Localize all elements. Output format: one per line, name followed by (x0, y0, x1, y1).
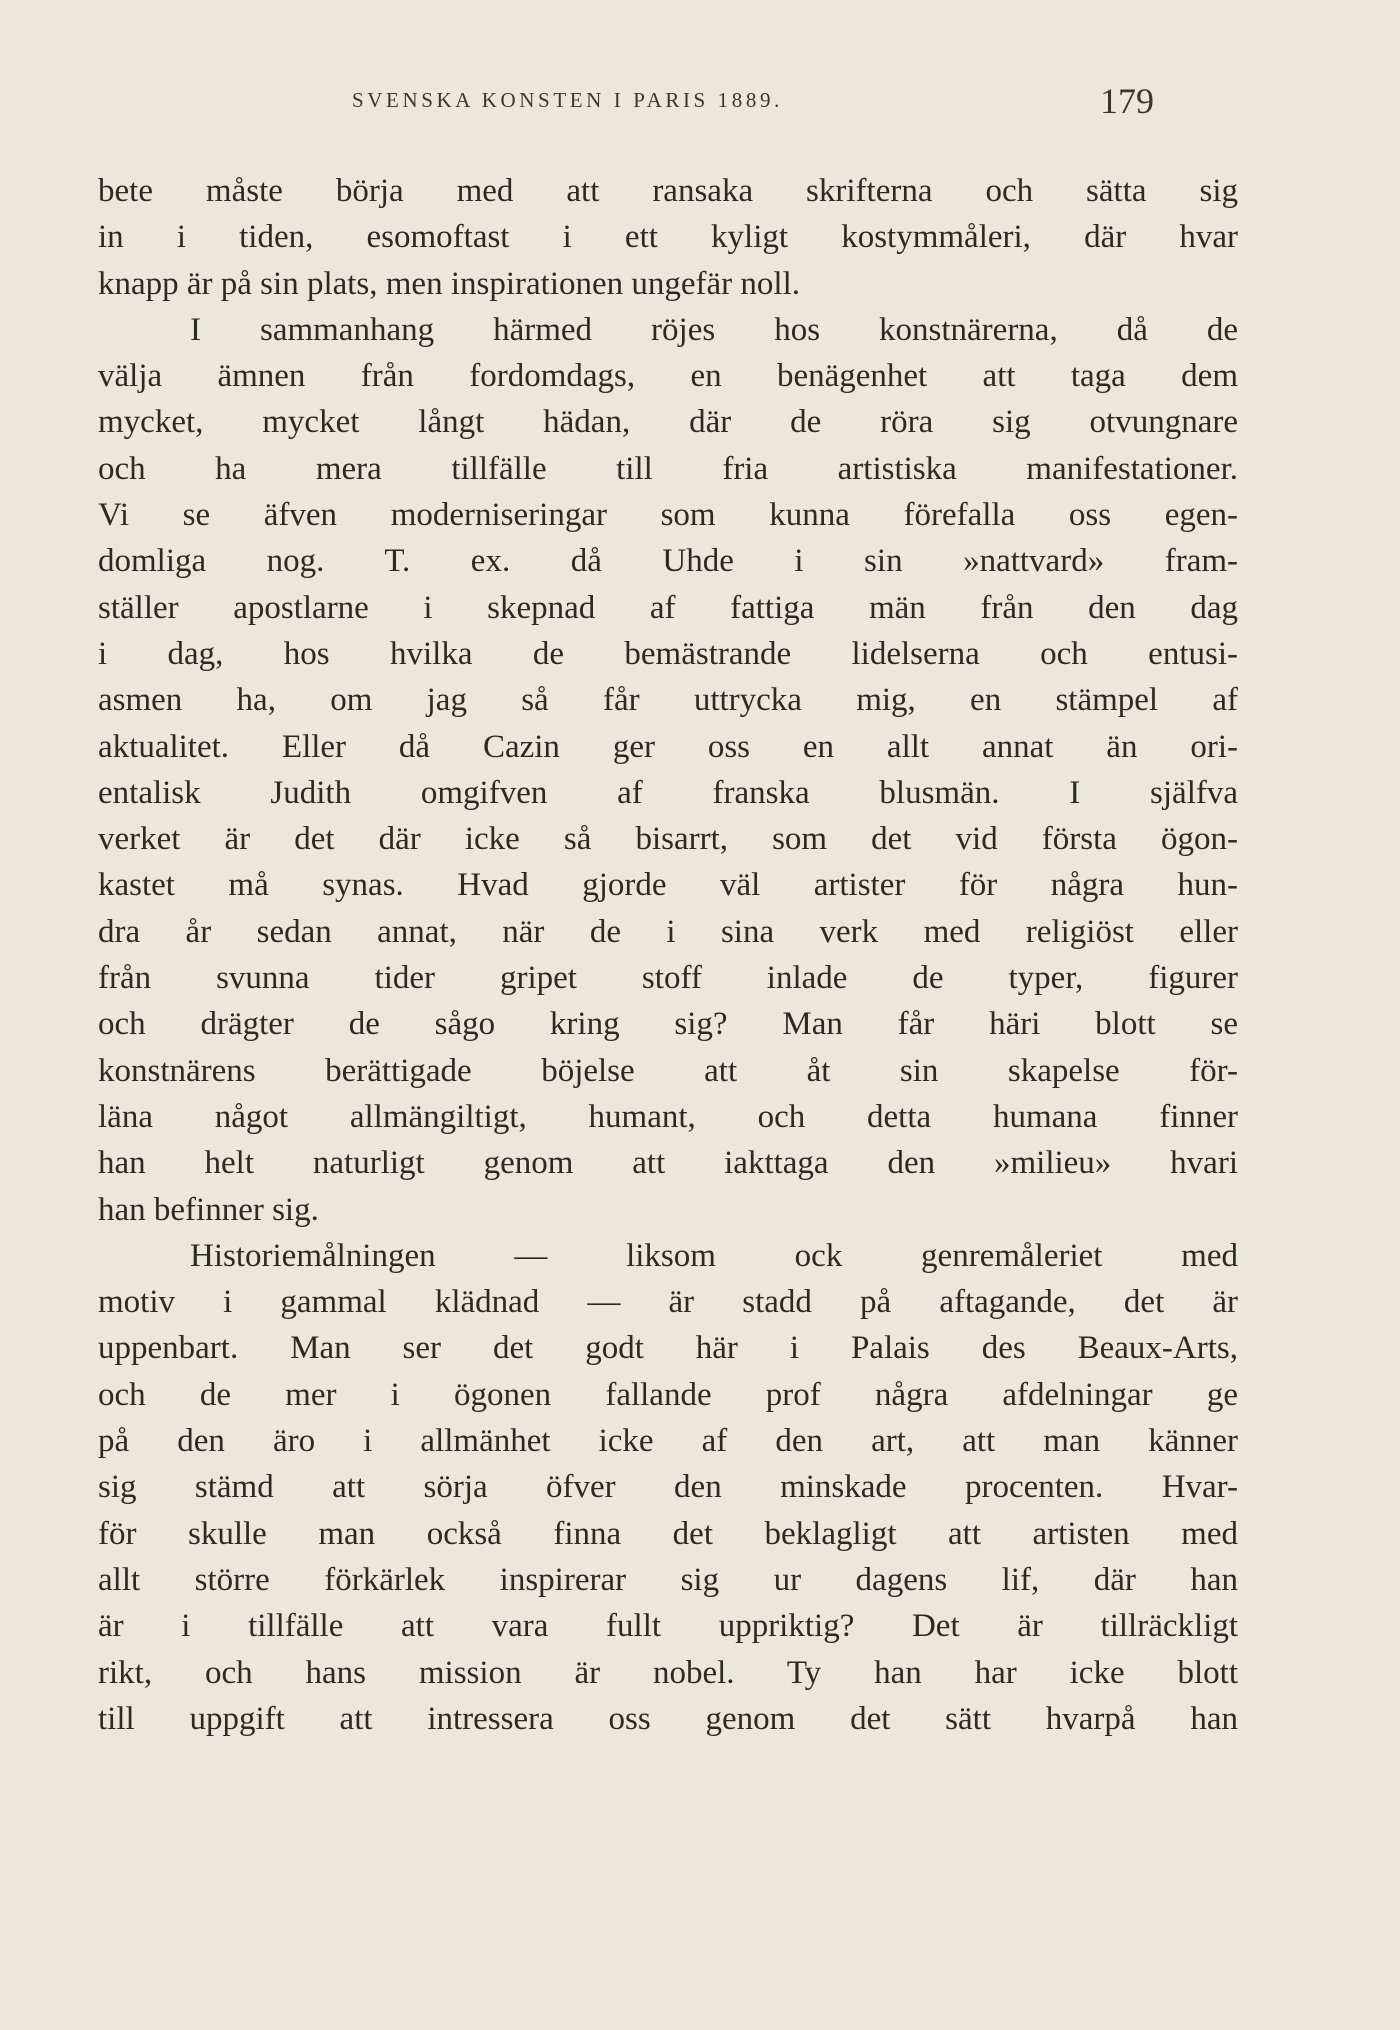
text-line: från svunna tider gripet stoff inlade de typer, figurer (98, 960, 1238, 997)
text-line: bete måste börja med att ransaka skrifterna och sätta sig (98, 173, 1238, 209)
text-line: i dag, hos hvilka de bemästrande lidelserna och entusi- (98, 635, 1238, 672)
text-line: läna något allmängiltigt, humant, och detta humana finner (98, 1098, 1238, 1135)
text-line: och drägter de sågo kring sig? Man får häri blott se (98, 1006, 1238, 1043)
text-line: rikt, och hans mission är nobel. Ty han har icke blott (98, 1654, 1238, 1691)
text-line: kastet må synas. Hvad gjorde väl artister för några hun- (98, 867, 1238, 904)
text-line: Vi se äfven moderniseringar som kunna förefalla oss egen- (98, 497, 1238, 534)
text-line: ställer apostlarne i skepnad af fattiga män från den dag (98, 589, 1238, 626)
text-line: Historiemålningen — liksom ock genremåleriet med (190, 1237, 1238, 1274)
text-line: och ha mera tillfälle till fria artistiska manifestationer. (98, 450, 1238, 487)
text-line: I sammanhang härmed röjes hos konstnärerna, då de (190, 311, 1238, 348)
text-line: verket är det där icke så bisarrt, som det vid första ögon- (98, 821, 1238, 858)
text-line: välja ämnen från fordomdags, en benägenhet att taga dem (98, 358, 1238, 395)
text-line: konstnärens berättigade böjelse att åt sin skapelse för- (98, 1052, 1238, 1089)
text-line: aktualitet. Eller då Cazin ger oss en allt annat än ori- (98, 728, 1238, 765)
text-line: knapp är på sin plats, men inspirationen ungefär noll. (98, 265, 800, 302)
text-line: på den äro i allmänhet icke af den art, att man känner (98, 1423, 1238, 1460)
running-head: SVENSKA KONSTEN I PARIS 1889. (352, 88, 783, 112)
text-line: entalisk Judith omgifven af franska blusmän. I själfva (98, 774, 1238, 811)
text-line: för skulle man också finna det beklagligt att artisten med (98, 1515, 1238, 1552)
text-line: uppenbart. Man ser det godt här i Palais des Beaux-Arts, (98, 1330, 1238, 1367)
body-text (98, 168, 1238, 1742)
text-line: motiv i gammal klädnad — är stadd på aftagande, det är (98, 1284, 1238, 1321)
text-line: han befinner sig. (98, 1191, 319, 1228)
text-line: domliga nog. T. ex. då Uhde i sin »nattvard» fram- (98, 543, 1238, 580)
text-line: in i tiden, esomoftast i ett kyligt kostymmåleri, där hvar (98, 219, 1238, 256)
text-line: till uppgift att intressera oss genom det sätt hvarpå han (98, 1700, 1238, 1737)
text-line: mycket, mycket långt hädan, där de röra sig otvungnare (98, 404, 1238, 441)
text-line: dra år sedan annat, när de i sina verk med religiöst eller (98, 913, 1238, 950)
page-number: 179 (1100, 81, 1154, 121)
text-line: allt större förkärlek inspirerar sig ur dagens lif, där han (98, 1561, 1238, 1598)
text-line: och de mer i ögonen fallande prof några afdelningar ge (98, 1376, 1238, 1413)
text-line: sig stämd att sörja öfver den minskade procenten. Hvar- (98, 1469, 1238, 1506)
text-line: han helt naturligt genom att iakttaga den »milieu» hvari (98, 1145, 1238, 1182)
text-line: är i tillfälle att vara fullt uppriktig? Det är tillräckligt (98, 1608, 1238, 1645)
text-line: asmen ha, om jag så får uttrycka mig, en stämpel af (98, 682, 1238, 719)
